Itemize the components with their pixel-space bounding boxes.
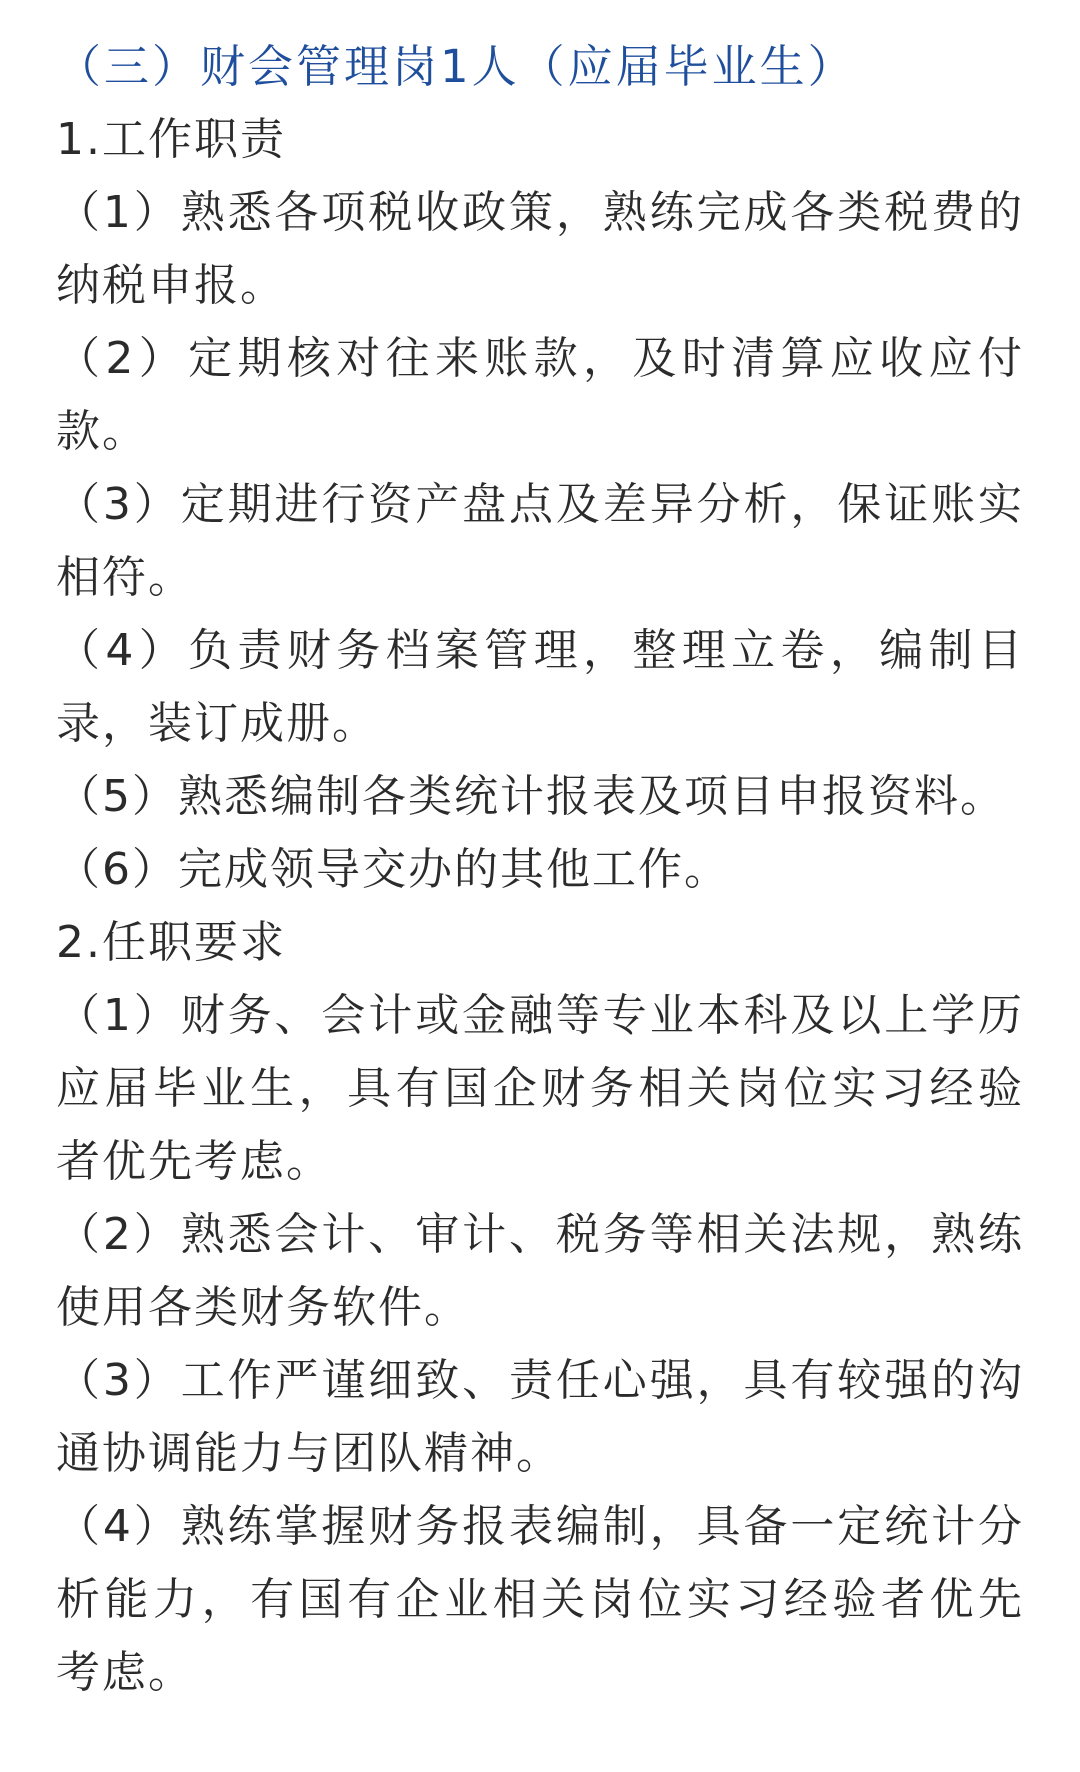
job-description xyxy=(56,30,1024,1709)
requirement-item-line: 应届毕业生，具有国企财务相关岗位实习经验 xyxy=(56,1063,1024,1114)
position-title: （三）财会管理岗1人（应届毕业生） xyxy=(56,40,856,93)
duty-item-line: 纳税申报。 xyxy=(56,260,286,311)
duty-item-2 xyxy=(56,322,1024,468)
duty-item-3 xyxy=(56,468,1024,614)
duty-item-line: （6）完成领导交办的其他工作。 xyxy=(56,844,730,895)
requirement-item-line: 通协调能力与团队精神。 xyxy=(56,1428,562,1479)
duty-item-line: 款。 xyxy=(56,406,148,457)
requirement-item-2 xyxy=(56,1198,1024,1344)
duty-item-line: （2）定期核对往来账款，及时清算应收应付 xyxy=(56,333,1024,384)
requirement-item-line: （1）财务、会计或金融等专业本科及以上学历 xyxy=(56,990,1024,1041)
duty-item-6 xyxy=(56,833,1024,906)
requirement-item-line: 使用各类财务软件。 xyxy=(56,1282,470,1333)
requirement-item-line: （3）工作严谨细致、责任心强，具有较强的沟 xyxy=(56,1355,1024,1406)
requirement-item-line: 考虑。 xyxy=(56,1647,194,1698)
requirement-item-line: （4）熟练掌握财务报表编制，具备一定统计分 xyxy=(56,1501,1024,1552)
duty-item-line: （1）熟悉各项税收政策，熟练完成各类税费的 xyxy=(56,187,1024,238)
requirement-item-1 xyxy=(56,979,1024,1198)
duty-item-line: （5）熟悉编制各类统计报表及项目申报资料。 xyxy=(56,771,1006,822)
requirement-item-line: （2）熟悉会计、审计、税务等相关法规，熟练 xyxy=(56,1209,1024,1260)
duty-item-line: 录，装订成册。 xyxy=(56,698,378,749)
duty-item-line: （3）定期进行资产盘点及差异分析，保证账实 xyxy=(56,479,1024,530)
duty-item-line: （4）负责财务档案管理，整理立卷，编制目 xyxy=(56,625,1024,676)
duty-item-4 xyxy=(56,614,1024,760)
duty-item-1 xyxy=(56,176,1024,322)
requirement-item-line: 析能力，有国有企业相关岗位实习经验者优先 xyxy=(56,1574,1024,1625)
section-heading-duties: 1.工作职责 xyxy=(56,114,286,165)
requirement-item-3 xyxy=(56,1344,1024,1490)
section-heading-requirements: 2.任职要求 xyxy=(56,917,286,968)
duty-item-line: 相符。 xyxy=(56,552,194,603)
duty-item-5 xyxy=(56,760,1024,833)
requirement-item-4 xyxy=(56,1490,1024,1709)
requirement-item-line: 者优先考虑。 xyxy=(56,1136,332,1187)
